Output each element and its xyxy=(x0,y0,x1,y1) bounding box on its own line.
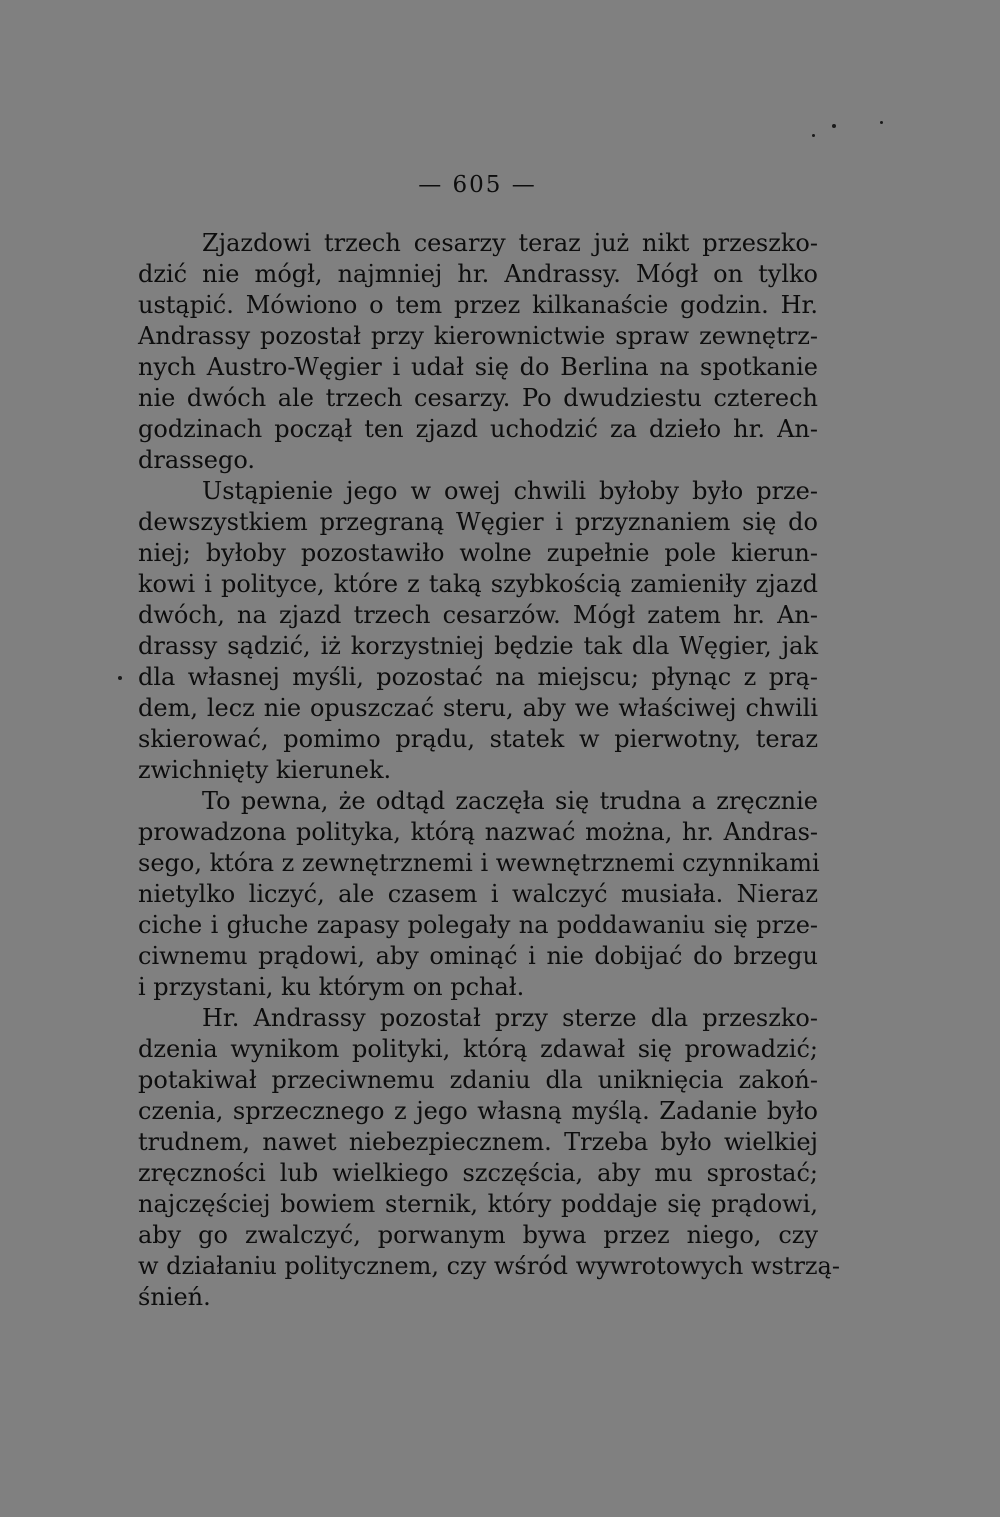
text-line: drassego. xyxy=(138,446,255,474)
scan-speck xyxy=(880,121,883,124)
text-line: kowi i polityce, które z taką szybkością zamieniły zjazd xyxy=(138,570,818,598)
text-line: To pewna, że odtąd zaczęła się trudna a zręcznie xyxy=(202,787,818,815)
text-line: najczęściej bowiem sternik, który poddaje się prądowi, xyxy=(138,1190,818,1218)
text-line: dem, lecz nie opuszczać steru, aby we właściwej chwili xyxy=(138,694,818,722)
text-line: w działaniu politycznem, czy wśród wywrotowych wstrzą- xyxy=(138,1252,840,1280)
scan-speck xyxy=(832,124,836,128)
text-line: dewszystkiem przegraną Węgier i przyznaniem się do xyxy=(138,508,818,536)
text-line: drassy sądzić, iż korzystniej będzie tak dla Węgier, jak xyxy=(138,632,818,660)
text-line: i przystani, ku którym on pchał. xyxy=(138,973,525,1001)
text-line: śnień. xyxy=(138,1283,211,1311)
text-line: zręczności lub wielkiego szczęścia, aby mu sprostać; xyxy=(138,1159,818,1187)
page-number: — 605 — xyxy=(418,172,537,198)
text-line: nych Austro-Węgier i udał się do Berlina na spotkanie xyxy=(138,353,818,381)
text-line: czenia, sprzecznego z jego własną myślą. Zadanie było xyxy=(138,1097,818,1125)
text-line: Ustąpienie jego w owej chwili byłoby było prze- xyxy=(202,477,818,505)
scan-speck xyxy=(118,676,122,680)
text-line: skierować, pomimo prądu, statek w pierwotny, teraz xyxy=(138,725,818,753)
text-line: sego, która z zewnętrznemi i wewnętrznemi czynnikami xyxy=(138,849,820,877)
text-line: ciche i głuche zapasy polegały na poddawaniu się prze- xyxy=(138,911,818,939)
text-line: Hr. Andrassy pozostał przy sterze dla przeszko- xyxy=(202,1004,818,1032)
scan-speck xyxy=(812,134,815,137)
body-text xyxy=(138,228,840,1313)
text-line: niej; byłoby pozostawiło wolne zupełnie pole kierun- xyxy=(138,539,818,567)
text-line: dzenia wynikom polityki, którą zdawał się prowadzić; xyxy=(138,1035,818,1063)
text-line: ustąpić. Mówiono o tem przez kilkanaście godzin. Hr. xyxy=(138,291,818,319)
text-line: dzić nie mógł, najmniej hr. Andrassy. Mógł on tylko xyxy=(138,260,818,288)
text-line: trudnem, nawet niebezpiecznem. Trzeba było wielkiej xyxy=(138,1128,818,1156)
text-line: dla własnej myśli, pozostać na miejscu; płynąc z prą- xyxy=(138,663,818,691)
text-line: potakiwał przeciwnemu zdaniu dla uniknięcia zakoń- xyxy=(138,1066,818,1094)
text-line: prowadzona polityka, którą nazwać można, hr. Andras- xyxy=(138,818,818,846)
text-line: ciwnemu prądowi, aby ominąć i nie dobijać do brzegu xyxy=(138,942,818,970)
text-line: Zjazdowi trzech cesarzy teraz już nikt przeszko- xyxy=(202,229,818,257)
text-line: aby go zwalczyć, porwanym bywa przez niego, czy xyxy=(138,1221,818,1249)
text-line: zwichnięty kierunek. xyxy=(138,756,392,784)
text-line: dwóch, na zjazd trzech cesarzów. Mógł zatem hr. An- xyxy=(138,601,818,629)
text-line: godzinach począł ten zjazd uchodzić za dzieło hr. An- xyxy=(138,415,818,443)
text-line: nietylko liczyć, ale czasem i walczyć musiała. Nieraz xyxy=(138,880,818,908)
text-line: nie dwóch ale trzech cesarzy. Po dwudziestu czterech xyxy=(138,384,818,412)
text-line: Andrassy pozostał przy kierownictwie spraw zewnętrz- xyxy=(138,322,818,350)
